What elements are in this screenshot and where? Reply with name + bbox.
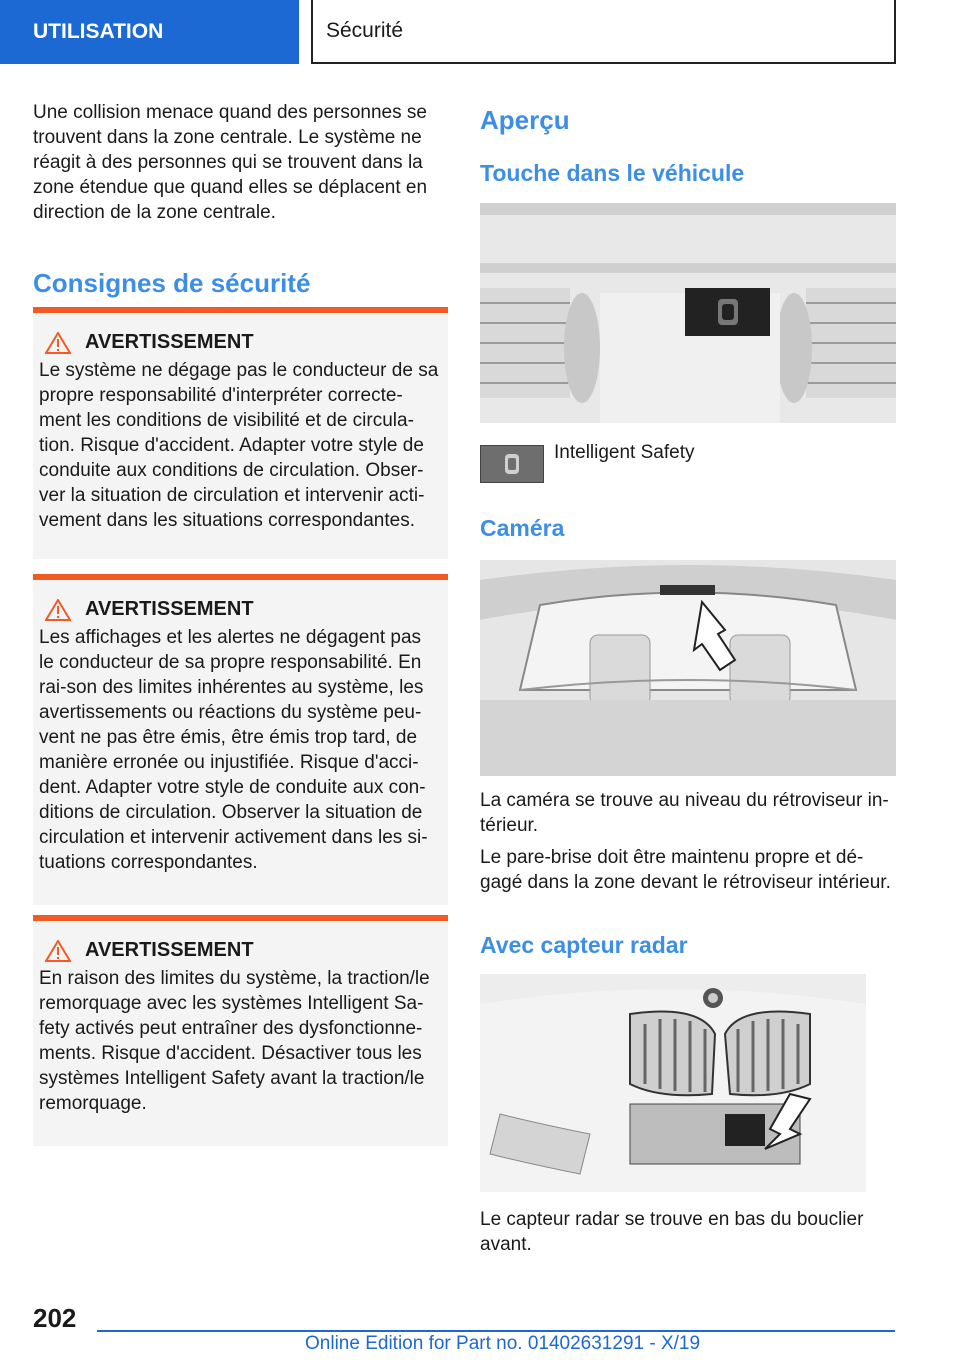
warning-title-1: AVERTISSEMENT	[39, 331, 440, 354]
camera-heading: Caméra	[480, 515, 565, 541]
camera-text-2: Le pare-brise doit être maintenu propre et dé-gagé dans la zone devant le rétroviseur intérieur.	[480, 847, 891, 893]
radar-text: Le capteur radar se trouve en bas du bouclier avant.	[480, 1209, 864, 1255]
warning-text-3: En raison des limites du système, la traction/le remorquage avec les systèmes Intelligent Sa-fety activés peut entraîner des dysfonctionne-ments. Risque d'accident. Désactiver tous les systèmes Intelligent Safety avant la traction/le remorquage.	[39, 968, 430, 1114]
radar-heading: Avec capteur radar	[480, 932, 688, 958]
warning-box-1	[33, 307, 448, 559]
radar-sensor-illustration	[480, 974, 866, 1192]
button-heading: Touche dans le véhicule	[480, 160, 745, 186]
overview-heading: Aperçu	[480, 105, 570, 135]
warning-triangle-icon	[45, 332, 71, 354]
camera-text-1: La caméra se trouve au niveau du rétroviseur in-térieur.	[480, 790, 889, 836]
intro-paragraph: Une collision menace quand des personnes se trouvent dans la zone centrale. Le système ne réagit à des personnes qui se trouvent dans la zone étendue que quand elles se déplacent en direction de la zone centrale.	[33, 102, 428, 223]
warning-box-2	[33, 574, 448, 905]
warning-title-2: AVERTISSEMENT	[39, 598, 440, 621]
section-label: Sécurité	[326, 19, 404, 42]
footer-edition: Online Edition for Part no. 01402631291 - X/19	[305, 1333, 701, 1354]
warning-triangle-icon	[45, 599, 71, 621]
warning-triangle-icon	[45, 940, 71, 962]
warning-title-3: AVERTISSEMENT	[39, 939, 440, 962]
left-column	[33, 100, 448, 1114]
footer-rule	[97, 1330, 895, 1332]
section-header	[311, 0, 896, 64]
page-number: 202	[33, 1303, 77, 1333]
dashboard-button-illustration	[480, 203, 896, 423]
safety-heading: Consignes de sécurité	[33, 268, 311, 298]
warning-text-2: Les affichages et les alertes ne dégagent pas le conducteur de sa propre responsabilité. En rai-son des limites inhérentes au système, les avertissements ou réactions du système peu-vent ne pas être émis, être émis trop tard, de manière erronée ou injustifiée. Risque d'acci-dent. Adapter votre style de conduite aux con-ditions de circulation. Observer la situation de circulation et intervenir activement dans les si-tuations correspondantes.	[39, 627, 428, 873]
warning-box-3	[33, 915, 448, 1146]
intelligent-safety-button-icon	[480, 445, 544, 483]
chapter-tab[interactable]	[0, 0, 299, 64]
chapter-label: UTILISATION	[33, 20, 164, 43]
button-label: Intelligent Safety	[554, 442, 695, 463]
warning-text-1: Le système ne dégage pas le conducteur de sa propre responsabilité d'interpréter correcte-ment les conditions de visibilité et de circula-tion. Risque d'accident. Adapter votre style de conduite aux conditions de circulation. Obser-ver la situation de circulation et intervenir acti-vement dans les situations correspondantes.	[39, 360, 439, 531]
camera-illustration	[480, 560, 896, 776]
